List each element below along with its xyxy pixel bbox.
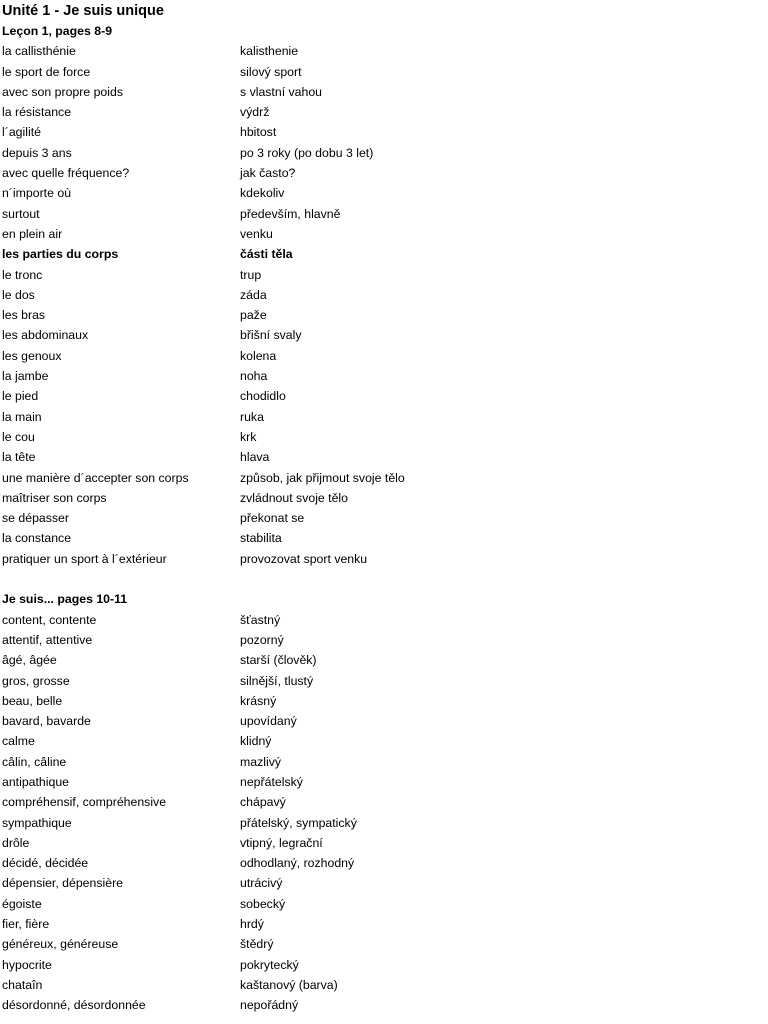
vocabulary-row [2,528,762,548]
vocabulary-row [2,386,762,406]
vocabulary-row [2,204,762,224]
czech-translation: pozorný [240,632,284,647]
french-term: compréhensif, compréhensive [2,795,167,810]
czech-translation: hbitost [240,125,277,140]
vocabulary-row [2,894,762,914]
section-heading-lecon-1 [2,21,762,41]
section-heading-je-suis [2,589,762,609]
french-term: hypocrite [2,957,52,972]
czech-translation: jak často? [240,166,296,181]
czech-translation: šťastný [240,612,281,627]
vocabulary-row [2,975,762,995]
french-term: depuis 3 ans [2,145,72,160]
french-term: le dos [2,287,35,302]
vocabulary-row [2,488,762,508]
vocabulary-row [2,934,762,954]
french-term: égoiste [2,896,42,911]
czech-translation: ruka [240,409,264,424]
vocabulary-row [2,711,762,731]
czech-translation: kaštanový (barva) [240,977,338,992]
french-term: avec son propre poids [2,84,123,99]
french-term: fier, fière [2,917,50,932]
czech-translation: odhodlaný, rozhodný [240,856,355,871]
vocabulary-row [2,873,762,893]
czech-translation: sobecký [240,896,286,911]
vocabulary-row [2,102,762,122]
french-term: antipathique [2,774,70,789]
french-term: câlin, câline [2,754,67,769]
french-term: généreux, généreuse [2,937,119,952]
french-term: la constance [2,531,72,546]
vocabulary-row [2,183,762,203]
czech-translation: štědrý [240,937,274,952]
french-term: la tête [2,450,36,465]
vocabulary-row [2,407,762,427]
czech-translation: chápavý [240,795,286,810]
czech-translation: záda [240,287,267,302]
czech-translation: krásný [240,693,277,708]
czech-translation: nepřátelský [240,774,303,789]
vocabulary-row [2,549,762,569]
french-term: en plein air [2,226,63,241]
czech-translation: silový sport [240,64,302,79]
french-term: bavard, bavarde [2,714,91,729]
czech-translation: pokrytecký [240,957,299,972]
french-term: beau, belle [2,693,63,708]
subheading-body-parts [2,244,762,264]
czech-translation: hlava [240,450,270,465]
vocabulary-document [2,0,762,1016]
czech-translation: utrácivý [240,876,283,891]
vocabulary-row [2,163,762,183]
french-term: décidé, décidée [2,856,89,871]
czech-translation: po 3 roky (po dobu 3 let) [240,145,374,160]
section-heading-label: Leçon 1, pages 8-9 [2,24,113,38]
section-heading-label: Je suis... pages 10-11 [2,592,128,607]
czech-translation: trup [240,267,262,282]
vocabulary-row [2,630,762,650]
vocabulary-row [2,914,762,934]
czech-translation: starší (člověk) [240,653,317,668]
vocabulary-row [2,813,762,833]
vocabulary-row [2,995,762,1015]
czech-translation: vtipný, legrační [240,835,323,850]
subheading-czech: části těla [240,247,293,262]
vocabulary-row [2,265,762,285]
french-term: sympathique [2,815,72,830]
french-term: n´importe où [2,186,72,201]
french-term: désordonné, désordonnée [2,998,146,1013]
vocabulary-row [2,772,762,792]
vocabulary-row [2,468,762,488]
french-term: le sport de force [2,64,91,79]
vocabulary-row [2,427,762,447]
czech-translation: hrdý [240,917,264,932]
vocabulary-row [2,691,762,711]
french-term: la main [2,409,42,424]
vocabulary-row [2,671,762,691]
vocabulary-row [2,346,762,366]
vocabulary-row [2,650,762,670]
vocabulary-list-lecon-1 [2,41,762,244]
blank-row [2,569,762,589]
czech-translation: kdekoliv [240,186,285,201]
czech-translation: nepořádný [240,998,299,1013]
vocabulary-row [2,955,762,975]
vocabulary-row [2,853,762,873]
french-term: content, contente [2,612,97,627]
czech-translation: především, hlavně [240,206,341,221]
czech-translation: silnější, tlustý [240,673,314,688]
vocabulary-list-body-parts [2,265,762,569]
czech-translation: mazlivý [240,754,281,769]
czech-translation: venku [240,226,273,241]
french-term: le tronc [2,267,43,282]
french-term: se dépasser [2,511,69,526]
french-term: âgé, âgée [2,653,57,668]
french-term: les bras [2,308,46,323]
french-term: chataîn [2,977,43,992]
french-term: le pied [2,389,39,404]
czech-translation: kalisthenie [240,44,299,59]
czech-translation: upovídaný [240,714,297,729]
czech-translation: paže [240,308,267,323]
vocabulary-list-je-suis [2,610,762,1016]
czech-translation: způsob, jak přijmout svoje tělo [240,470,405,485]
french-term: la callisthénie [2,44,76,59]
french-term: la résistance [2,105,72,120]
french-term: le cou [2,429,35,444]
vocabulary-row [2,508,762,528]
vocabulary-row [2,366,762,386]
czech-translation: překonat se [240,511,305,526]
french-term: pratiquer un sport à l´extérieur [2,551,167,566]
czech-translation: stabilita [240,531,282,546]
vocabulary-row [2,833,762,853]
french-term: les genoux [2,348,62,363]
czech-translation: břišní svaly [240,328,302,343]
vocabulary-row [2,224,762,244]
vocabulary-row [2,731,762,751]
french-term: l´agilité [2,125,41,140]
french-term: drôle [2,835,30,850]
french-term: gros, grosse [2,673,70,688]
french-term: attentif, attentive [2,632,93,647]
vocabulary-row [2,305,762,325]
vocabulary-row [2,447,762,467]
czech-translation: klidný [240,734,272,749]
vocabulary-row [2,82,762,102]
vocabulary-row [2,325,762,345]
french-term: dépensier, dépensière [2,876,124,891]
vocabulary-row [2,41,762,61]
french-term: avec quelle fréquence? [2,166,130,181]
vocabulary-row [2,143,762,163]
czech-translation: provozovat sport venku [240,551,368,566]
french-term: la jambe [2,369,49,384]
czech-translation: krk [240,429,257,444]
czech-translation: kolena [240,348,277,363]
french-term: une manière d´accepter son corps [2,470,189,485]
document-title: Unité 1 - Je suis unique [2,3,164,19]
vocabulary-row [2,792,762,812]
vocabulary-row [2,122,762,142]
french-term: calme [2,734,35,749]
subheading-french: les parties du corps [2,247,119,262]
czech-translation: noha [240,369,268,384]
french-term: surtout [2,206,40,221]
czech-translation: s vlastní vahou [240,84,323,99]
czech-translation: zvládnout svoje tělo [240,490,349,505]
vocabulary-row [2,62,762,82]
czech-translation: přátelský, sympatický [240,815,357,830]
french-term: maîtriser son corps [2,490,107,505]
czech-translation: chodidlo [240,389,286,404]
french-term: les abdominaux [2,328,89,343]
vocabulary-row [2,610,762,630]
czech-translation: výdrž [240,105,270,120]
vocabulary-row [2,285,762,305]
vocabulary-row [2,752,762,772]
